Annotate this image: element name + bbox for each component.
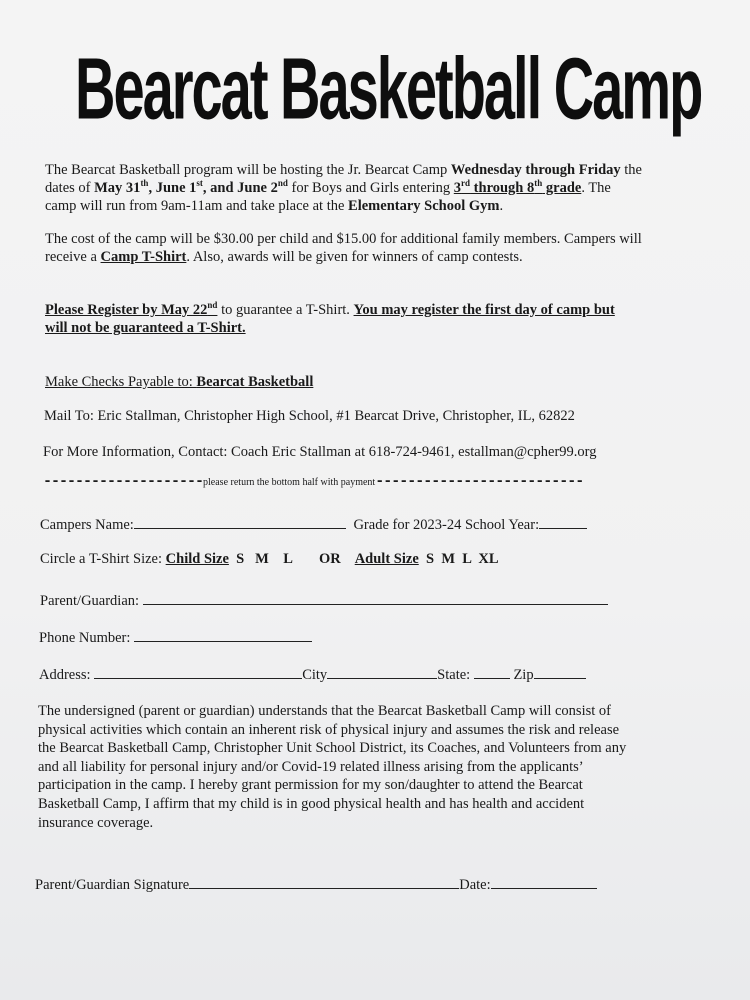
register-line-1: Please Register by May 22nd to guarantee a T-Shirt. You may register the first day of camp but — [45, 300, 615, 318]
signature-field[interactable] — [189, 874, 459, 889]
cost-line-2: receive a Camp T-Shirt. Also, awards will be given for winners of camp contests. — [45, 249, 523, 265]
address-row: Address: City State: Zip — [39, 664, 586, 685]
tshirt-size-row: Circle a T-Shirt Size: Child Size S M L OR Adult Size S M L XL — [40, 551, 499, 567]
state-field[interactable] — [474, 664, 510, 679]
intro-line-2: dates of May 31th, June 1st, and June 2nd for Boys and Girls entering 3rd through 8th grade. The — [45, 178, 611, 196]
adult-size-label: Adult Size — [354, 551, 419, 567]
campers-name-row: Campers Name: Grade for 2023-24 School Year: — [40, 514, 587, 535]
checks-payable: Make Checks Payable to: Bearcat Basketball — [45, 374, 314, 390]
address-field[interactable] — [94, 664, 302, 679]
phone-row: Phone Number: — [39, 627, 312, 648]
mail-to: Mail To: Eric Stallman, Christopher High School, #1 Bearcat Drive, Christopher, IL, 62822 — [44, 408, 575, 424]
register-line-2: will not be guaranteed a T-Shirt. — [45, 320, 246, 336]
adult-size-options[interactable]: S M L XL — [418, 551, 499, 567]
flyer-title: Bearcat Basketball Camp — [75, 39, 702, 138]
intro-line-1: The Bearcat Basketball program will be hosting the Jr. Bearcat Camp Wednesday through Friday the — [45, 162, 642, 178]
cut-line: --------------------please return the bottom half with payment-------------------------- — [43, 473, 584, 490]
child-size-options[interactable]: S M L — [228, 551, 293, 567]
or-label: OR — [318, 551, 341, 567]
grade-field[interactable] — [539, 514, 587, 529]
campers-name-field[interactable] — [134, 514, 346, 529]
parent-field[interactable] — [143, 590, 608, 605]
date-field[interactable] — [491, 874, 597, 889]
cost-line-1: The cost of the camp will be $30.00 per child and $15.00 for additional family members. Campers will — [45, 231, 642, 247]
parent-row: Parent/Guardian: — [40, 590, 608, 611]
phone-field[interactable] — [134, 627, 312, 642]
child-size-label: Child Size — [165, 551, 229, 567]
zip-field[interactable] — [534, 664, 586, 679]
more-info: For More Information, Contact: Coach Eric Stallman at 618-724-9461, estallman@cpher99.org — [43, 444, 597, 460]
intro-line-3: camp will run from 9am-11am and take place at the Elementary School Gym. — [45, 198, 504, 214]
city-field[interactable] — [327, 664, 437, 679]
waiver-paragraph: The undersigned (parent or guardian) understands that the Bearcat Basketball Camp will consist of physical activities which contain an inherent risk of physical injury and assumes the risk and release the Bearcat Basketball Camp, Christopher Unit School District, its Coaches, and Volunteers from any and all liability for personal injury and/or Covid-19 related illness arising from the applicants’ participation in the camp. I hereby grant permission for my son/daughter to attend the Bearcat Basketball Camp, I affirm that my child is in good physical health and has health and accident insurance coverage. — [38, 703, 627, 831]
signature-row: Parent/Guardian Signature Date: — [35, 874, 597, 895]
